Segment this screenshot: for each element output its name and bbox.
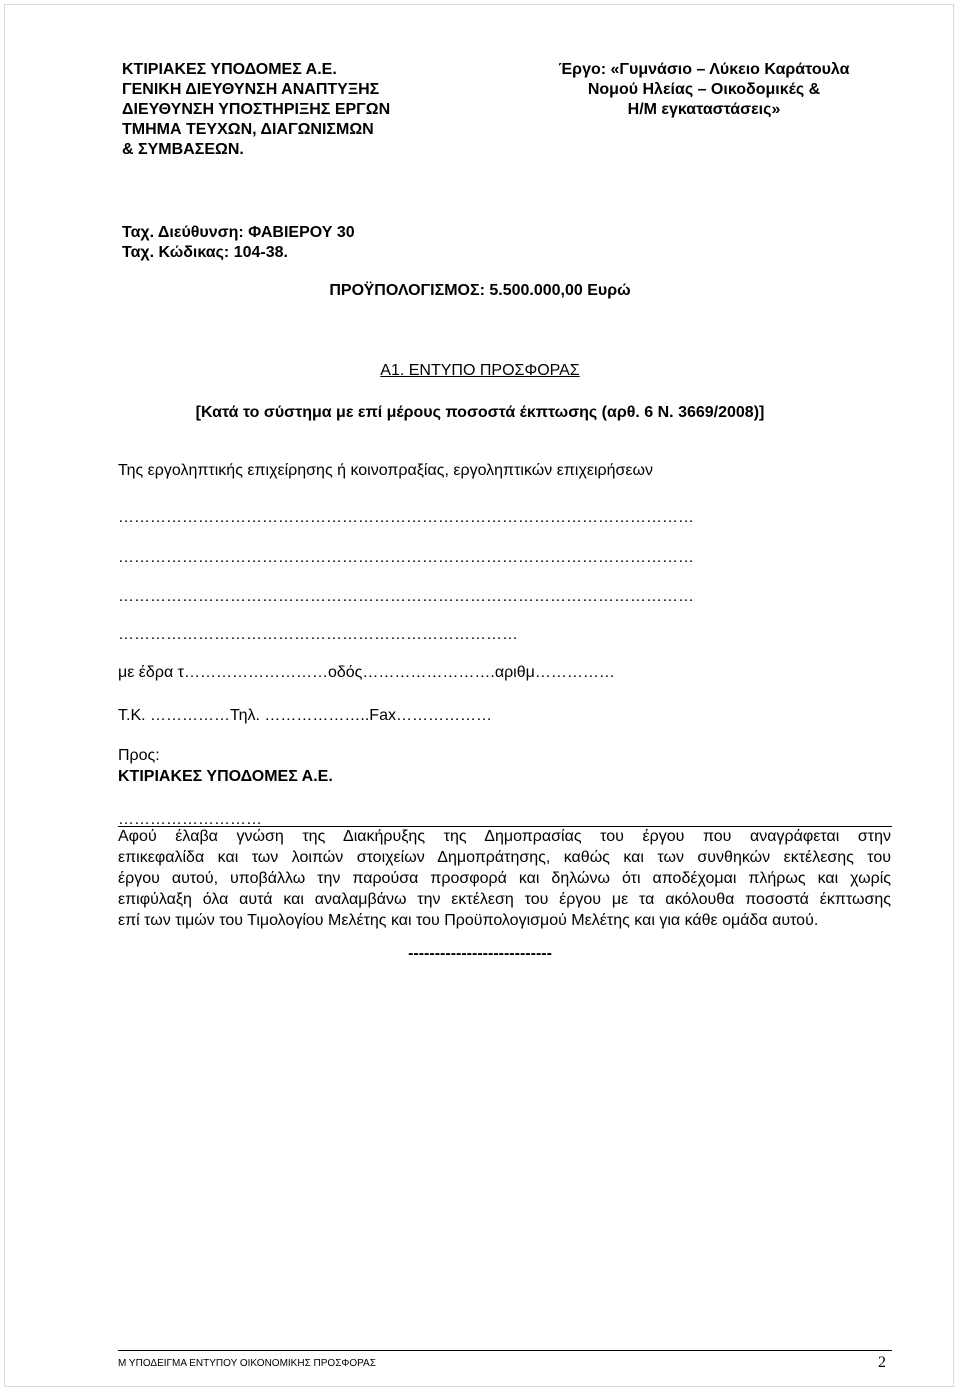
project-line: Έργο: «Γυμνάσιο – Λύκειο Καράτουλα — [558, 61, 850, 78]
org-line: ΚΤΙΡΙΑΚΕΣ ΥΠΟΔΟΜΕΣ Α.Ε. — [122, 61, 337, 78]
signature-dots[interactable]: ……………………… — [118, 811, 262, 828]
fill-line[interactable]: ……………………………………………………………………………………………… — [118, 588, 694, 605]
form-title-text: Α1. ΕΝΤΥΠΟ ΠΡΟΣΦΟΡΑΣ — [380, 362, 580, 379]
body-line: επί των τιμών του Τιμολογίου Μελέτης και του Προϋπολογισμού Μελέτης και για κάθε ομάδα αυτού. — [118, 912, 819, 929]
recipient-org: ΚΤΙΡΙΑΚΕΣ ΥΠΟΔΟΜΕΣ Α.Ε. — [118, 768, 333, 785]
body-line: Αφού έλαβα γνώση της Διακήρυξης της Δημοπρασίας του έργου που αναγράφεται στην — [118, 828, 891, 845]
contact-line[interactable]: Τ.Κ. ……………Τηλ. ………………..Fax……………… — [118, 707, 492, 724]
page-number: 2 — [878, 1354, 886, 1371]
budget-line: ΠΡΟΫΠΟΛΟΓΙΣΜΟΣ: 5.500.000,00 Ευρώ — [329, 282, 631, 299]
body-line: έργου αυτού, υποβάλλω την παρούσα προσφορά και δηλώνω ότι αποδέχομαι πλήρως και χωρίς — [118, 870, 891, 887]
form-subtitle: [Κατά το σύστημα με επί μέρους ποσοστά έκπτωσης (αρθ. 6 Ν. 3669/2008)] — [195, 404, 765, 421]
body-paragraph — [118, 826, 891, 931]
form-title — [0, 362, 960, 380]
organization-block — [122, 60, 390, 160]
to-label: Προς: — [118, 747, 160, 764]
project-line: Νομού Ηλείας – Οικοδομικές & — [587, 81, 821, 98]
intro-text: Της εργοληπτικής επιχείρησης ή κοινοπραξίας, εργοληπτικών επιχειρήσεων — [118, 462, 654, 479]
footer-rule — [118, 1350, 892, 1351]
project-line: Η/Μ εγκαταστάσεις» — [627, 101, 781, 118]
fill-line[interactable]: ……………………………………………………………………………………………… — [118, 549, 694, 566]
address-line: Ταχ. Διεύθυνση: ΦΑΒΙΕΡΟΥ 30 — [122, 224, 355, 241]
seat-line[interactable]: με έδρα τ………………………οδός…………………….αριθμ…………… — [118, 664, 615, 681]
address-line: Ταχ. Κώδικας: 104-38. — [122, 244, 288, 261]
body-line: επιφύλαξη όλα αυτά και αναλαμβάνω την εκτέλεση του έργου με τα ακόλουθα ποσοστά έκπτωσης — [118, 891, 891, 908]
fill-line[interactable]: ……………………………………………………………………………………………… — [118, 509, 694, 526]
footer-doc-label: Μ ΥΠΟΔΕΙΓΜΑ ΕΝΤΥΠΟΥ ΟΙΚΟΝΟΜΙΚΗΣ ΠΡΟΣΦΟΡΑΣ — [118, 1358, 376, 1369]
fill-line[interactable]: ………………………………………………………………… — [118, 626, 518, 643]
separator: --------------------------- — [408, 945, 552, 962]
org-line: ΓΕΝΙΚΗ ΔΙΕΥΘΥΝΣΗ ΑΝΑΠΤΥΞΗΣ — [122, 81, 380, 98]
org-line: ΔΙΕΥΘΥΝΣΗ ΥΠΟΣΤΗΡΙΞΗΣ ΕΡΓΩΝ — [122, 101, 391, 118]
org-line: & ΣΥΜΒΑΣΕΩΝ. — [122, 141, 244, 158]
org-line: ΤΜΗΜΑ ΤΕΥΧΩΝ, ΔΙΑΓΩΝΙΣΜΩΝ — [122, 121, 374, 138]
body-line: επικεφαλίδα και των λοιπών στοιχείων Δημοπράτησης, καθώς και των συνθηκών εκτέλεσης του — [118, 849, 891, 866]
address-block — [122, 223, 355, 263]
project-block — [520, 60, 888, 120]
page-border — [4, 4, 954, 1387]
